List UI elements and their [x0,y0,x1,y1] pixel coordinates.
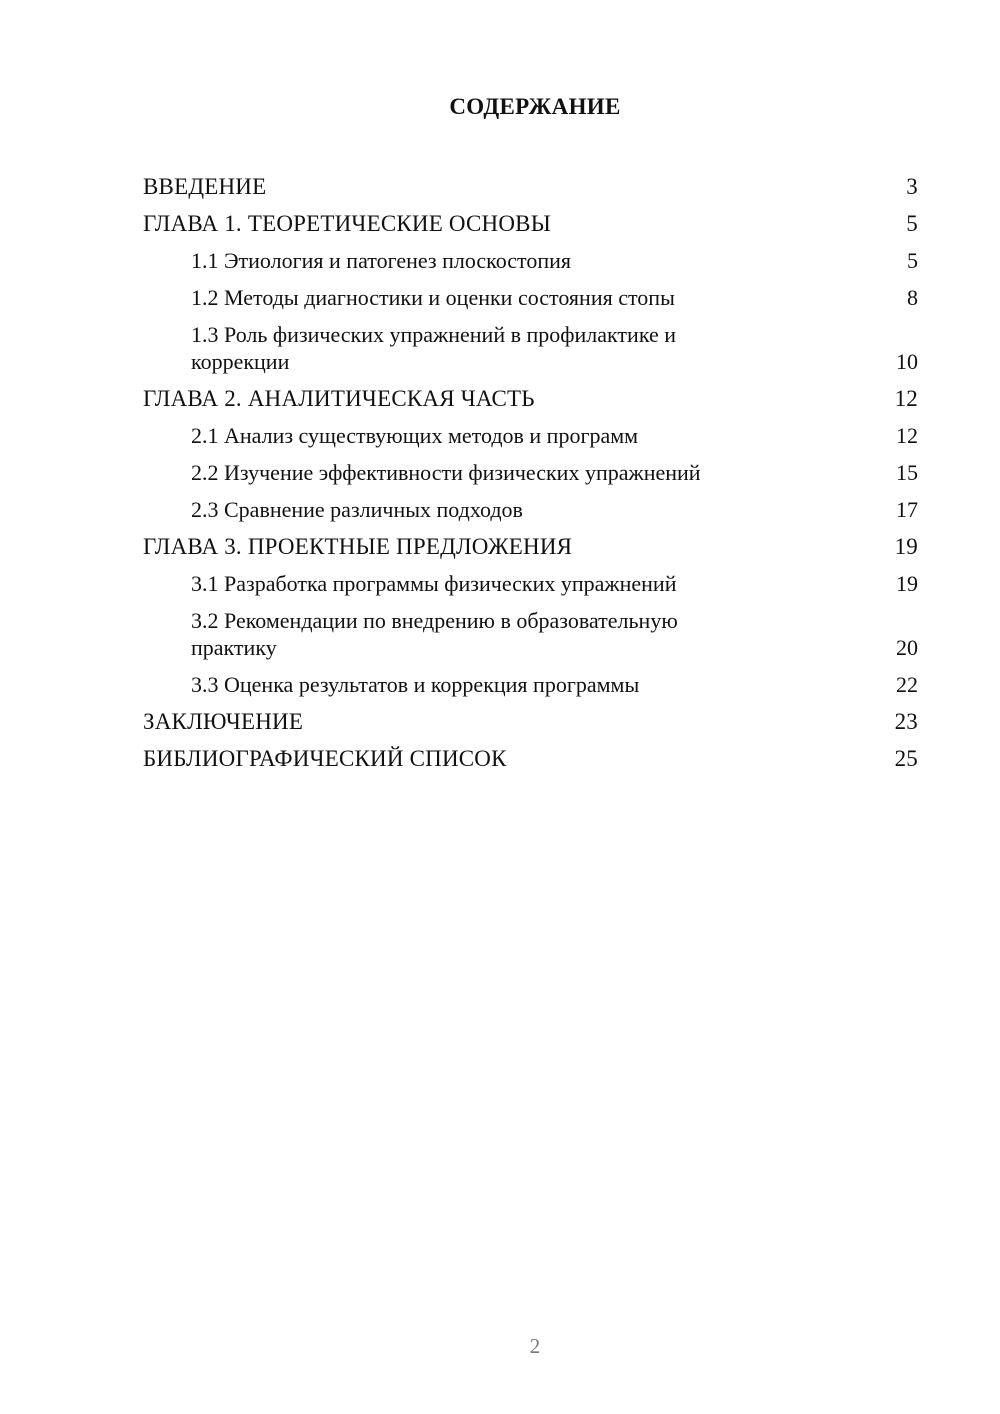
toc-entry-page: 25 [894,746,918,771]
toc-entry-text: 2.3 Сравнение различных подходов [191,497,523,522]
toc-entry-section-3-3[interactable] [143,666,918,703]
toc-entry-page: 20 [896,635,918,660]
toc-entry-page: 3 [906,174,918,199]
toc-entry-bibliography[interactable] [143,740,918,777]
toc-entry-page: 19 [894,534,918,559]
toc-entry-page: 23 [894,709,918,734]
toc-entry-text: ГЛАВА 3. ПРОЕКТНЫЕ ПРЕДЛОЖЕНИЯ [143,534,573,559]
toc-entry-section-1-3[interactable] [143,316,918,380]
page-number: 2 [529,1334,541,1358]
toc-entry-text: 1.2 Методы диагностики и оценки состояния стопы [191,285,675,310]
toc-entry-text: БИБЛИОГРАФИЧЕСКИЙ СПИСОК [143,746,507,771]
toc-entry-page: 8 [907,285,918,310]
toc-entry-section-3-2[interactable] [143,602,918,666]
toc-entry-text: ГЛАВА 2. АНАЛИТИЧЕСКАЯ ЧАСТЬ [143,386,535,411]
toc-entry-page: 22 [896,672,918,697]
toc-entry-section-1-2[interactable] [143,279,918,316]
toc-entry-section-2-1[interactable] [143,417,918,454]
toc-entry-section-3-1[interactable] [143,565,918,602]
toc-entry-text: ГЛАВА 1. ТЕОРЕТИЧЕСКИЕ ОСНОВЫ [143,211,551,236]
toc-entry-text: ЗАКЛЮЧЕНИЕ [143,709,304,734]
toc-entry-page: 5 [907,248,918,273]
table-of-contents [143,168,918,777]
toc-entry-chapter-2[interactable] [143,380,918,417]
toc-entry-page: 19 [896,571,918,596]
toc-entry-section-1-1[interactable] [143,242,918,279]
toc-entry-section-2-2[interactable] [143,454,918,491]
toc-entry-page: 12 [896,423,918,448]
toc-entry-text: 3.3 Оценка результатов и коррекция программы [191,672,640,697]
toc-entry-section-2-3[interactable] [143,491,918,528]
toc-entry-text: 1.3 Роль физических упражнений в профилактике и коррекции [191,322,676,374]
toc-entry-text: 2.2 Изучение эффективности физических упражнений [191,460,701,485]
toc-entry-page: 12 [894,386,918,411]
toc-entry-page: 17 [896,497,918,522]
toc-entry-introduction[interactable] [143,168,918,205]
toc-entry-text: 2.1 Анализ существующих методов и программ [191,423,639,448]
toc-entry-page: 15 [896,460,918,485]
toc-entry-conclusion[interactable] [143,703,918,740]
toc-title: СОДЕРЖАНИЕ [449,94,621,119]
toc-entry-text: ВВЕДЕНИЕ [143,174,267,199]
toc-entry-chapter-3[interactable] [143,528,918,565]
toc-entry-text: 1.1 Этиология и патогенез плоскостопия [191,248,572,273]
toc-entry-page: 10 [896,349,918,374]
toc-entry-chapter-1[interactable] [143,205,918,242]
toc-entry-text: 3.1 Разработка программы физических упражнений [191,571,677,596]
toc-entry-text: 3.2 Рекомендации по внедрению в образовательную практику [191,608,678,660]
toc-entry-page: 5 [906,211,918,236]
